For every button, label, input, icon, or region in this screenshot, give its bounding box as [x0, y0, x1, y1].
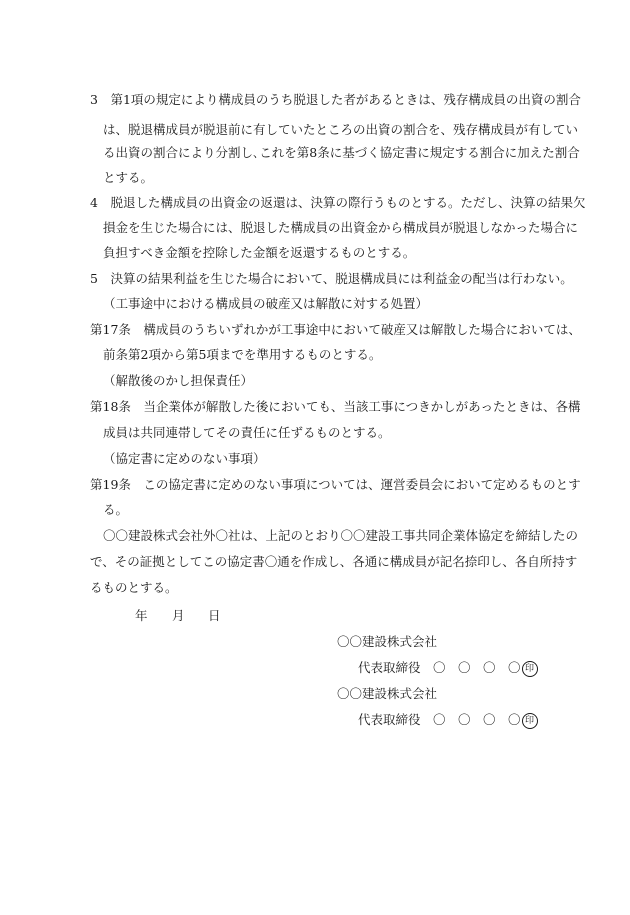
article-18-line-2: 成員は共同連帯してその責任に任ずるものとする。	[103, 425, 391, 440]
signatory-1-signature	[358, 660, 538, 677]
article-17-heading: （工事途中における構成員の破産又は解散に対する処置）	[103, 296, 429, 311]
signatory-2-signature	[358, 712, 538, 729]
article-19-heading: （協定書に定めのない事項）	[103, 451, 266, 466]
signatory-1-name: 〇 〇 〇 〇	[433, 660, 521, 675]
article-17-line-1: 第17条 構成員のうちいずれかが工事途中において破産又は解散した場合においては、	[90, 322, 581, 337]
article-17-line-2: 前条第2項から第5項までを準用するものとする。	[103, 347, 382, 362]
seal-icon: 印	[522, 661, 538, 677]
signatory-2-name: 〇 〇 〇 〇	[433, 712, 521, 727]
article-19-line-1: 第19条 この協定書に定めのない事項については、運営委員会において定めるものとす	[90, 477, 581, 492]
date-month: 月	[172, 608, 185, 623]
clause-5-line-1: 5 決算の結果利益を生じた場合において、脱退構成員には利益金の配当は行わない。	[90, 271, 573, 286]
closing-line-2: で、その証拠としてこの協定書〇通を作成し、各通に構成員が記名捺印し、各自所持す	[90, 554, 578, 569]
article-19-line-2: る。	[103, 502, 129, 517]
signatory-1-company: 〇〇建設株式会社	[337, 634, 438, 649]
signatory-2-company: 〇〇建設株式会社	[337, 686, 438, 701]
date-year: 年	[135, 608, 148, 623]
clause-3-line-2: は、脱退構成員が脱退前に有していたところの出資の割合を、残存構成員が有してい	[103, 122, 579, 137]
clause-3-line-1: 3 第1項の規定により構成員のうち脱退した者があるときは、残存構成員の出資の割合	[90, 92, 581, 107]
clause-3-line-3: る出資の割合により分割し､これを第8条に基づく協定書に規定する割合に加えた割合	[103, 145, 580, 160]
closing-line-1: 〇〇建設株式会社外〇社は、上記のとおり〇〇建設工事共同企業体協定を締結したの	[103, 528, 579, 543]
signatory-2-title: 代表取締役	[358, 712, 421, 727]
date-day: 日	[208, 608, 221, 623]
article-18-heading: （解散後のかし担保責任）	[103, 373, 254, 388]
clause-4-line-1: 4 脱退した構成員の出資金の返還は、決算の際行うものとする。ただし、決算の結果欠	[90, 195, 586, 210]
clause-3-line-4: とする。	[103, 170, 154, 185]
signatory-1-title: 代表取締役	[358, 660, 421, 675]
article-18-line-1: 第18条 当企業体が解散した後においても、当該工事につきかしがあったときは、各構	[90, 399, 581, 414]
seal-icon: 印	[522, 713, 538, 729]
clause-4-line-2: 損金を生じた場合には、脱退した構成員の出資金から構成員が脱退しなかった場合に	[103, 220, 579, 235]
clause-4-line-3: 負担すべき金額を控除した金額を返還するものとする。	[103, 245, 416, 260]
closing-line-3: るものとする。	[90, 580, 178, 595]
